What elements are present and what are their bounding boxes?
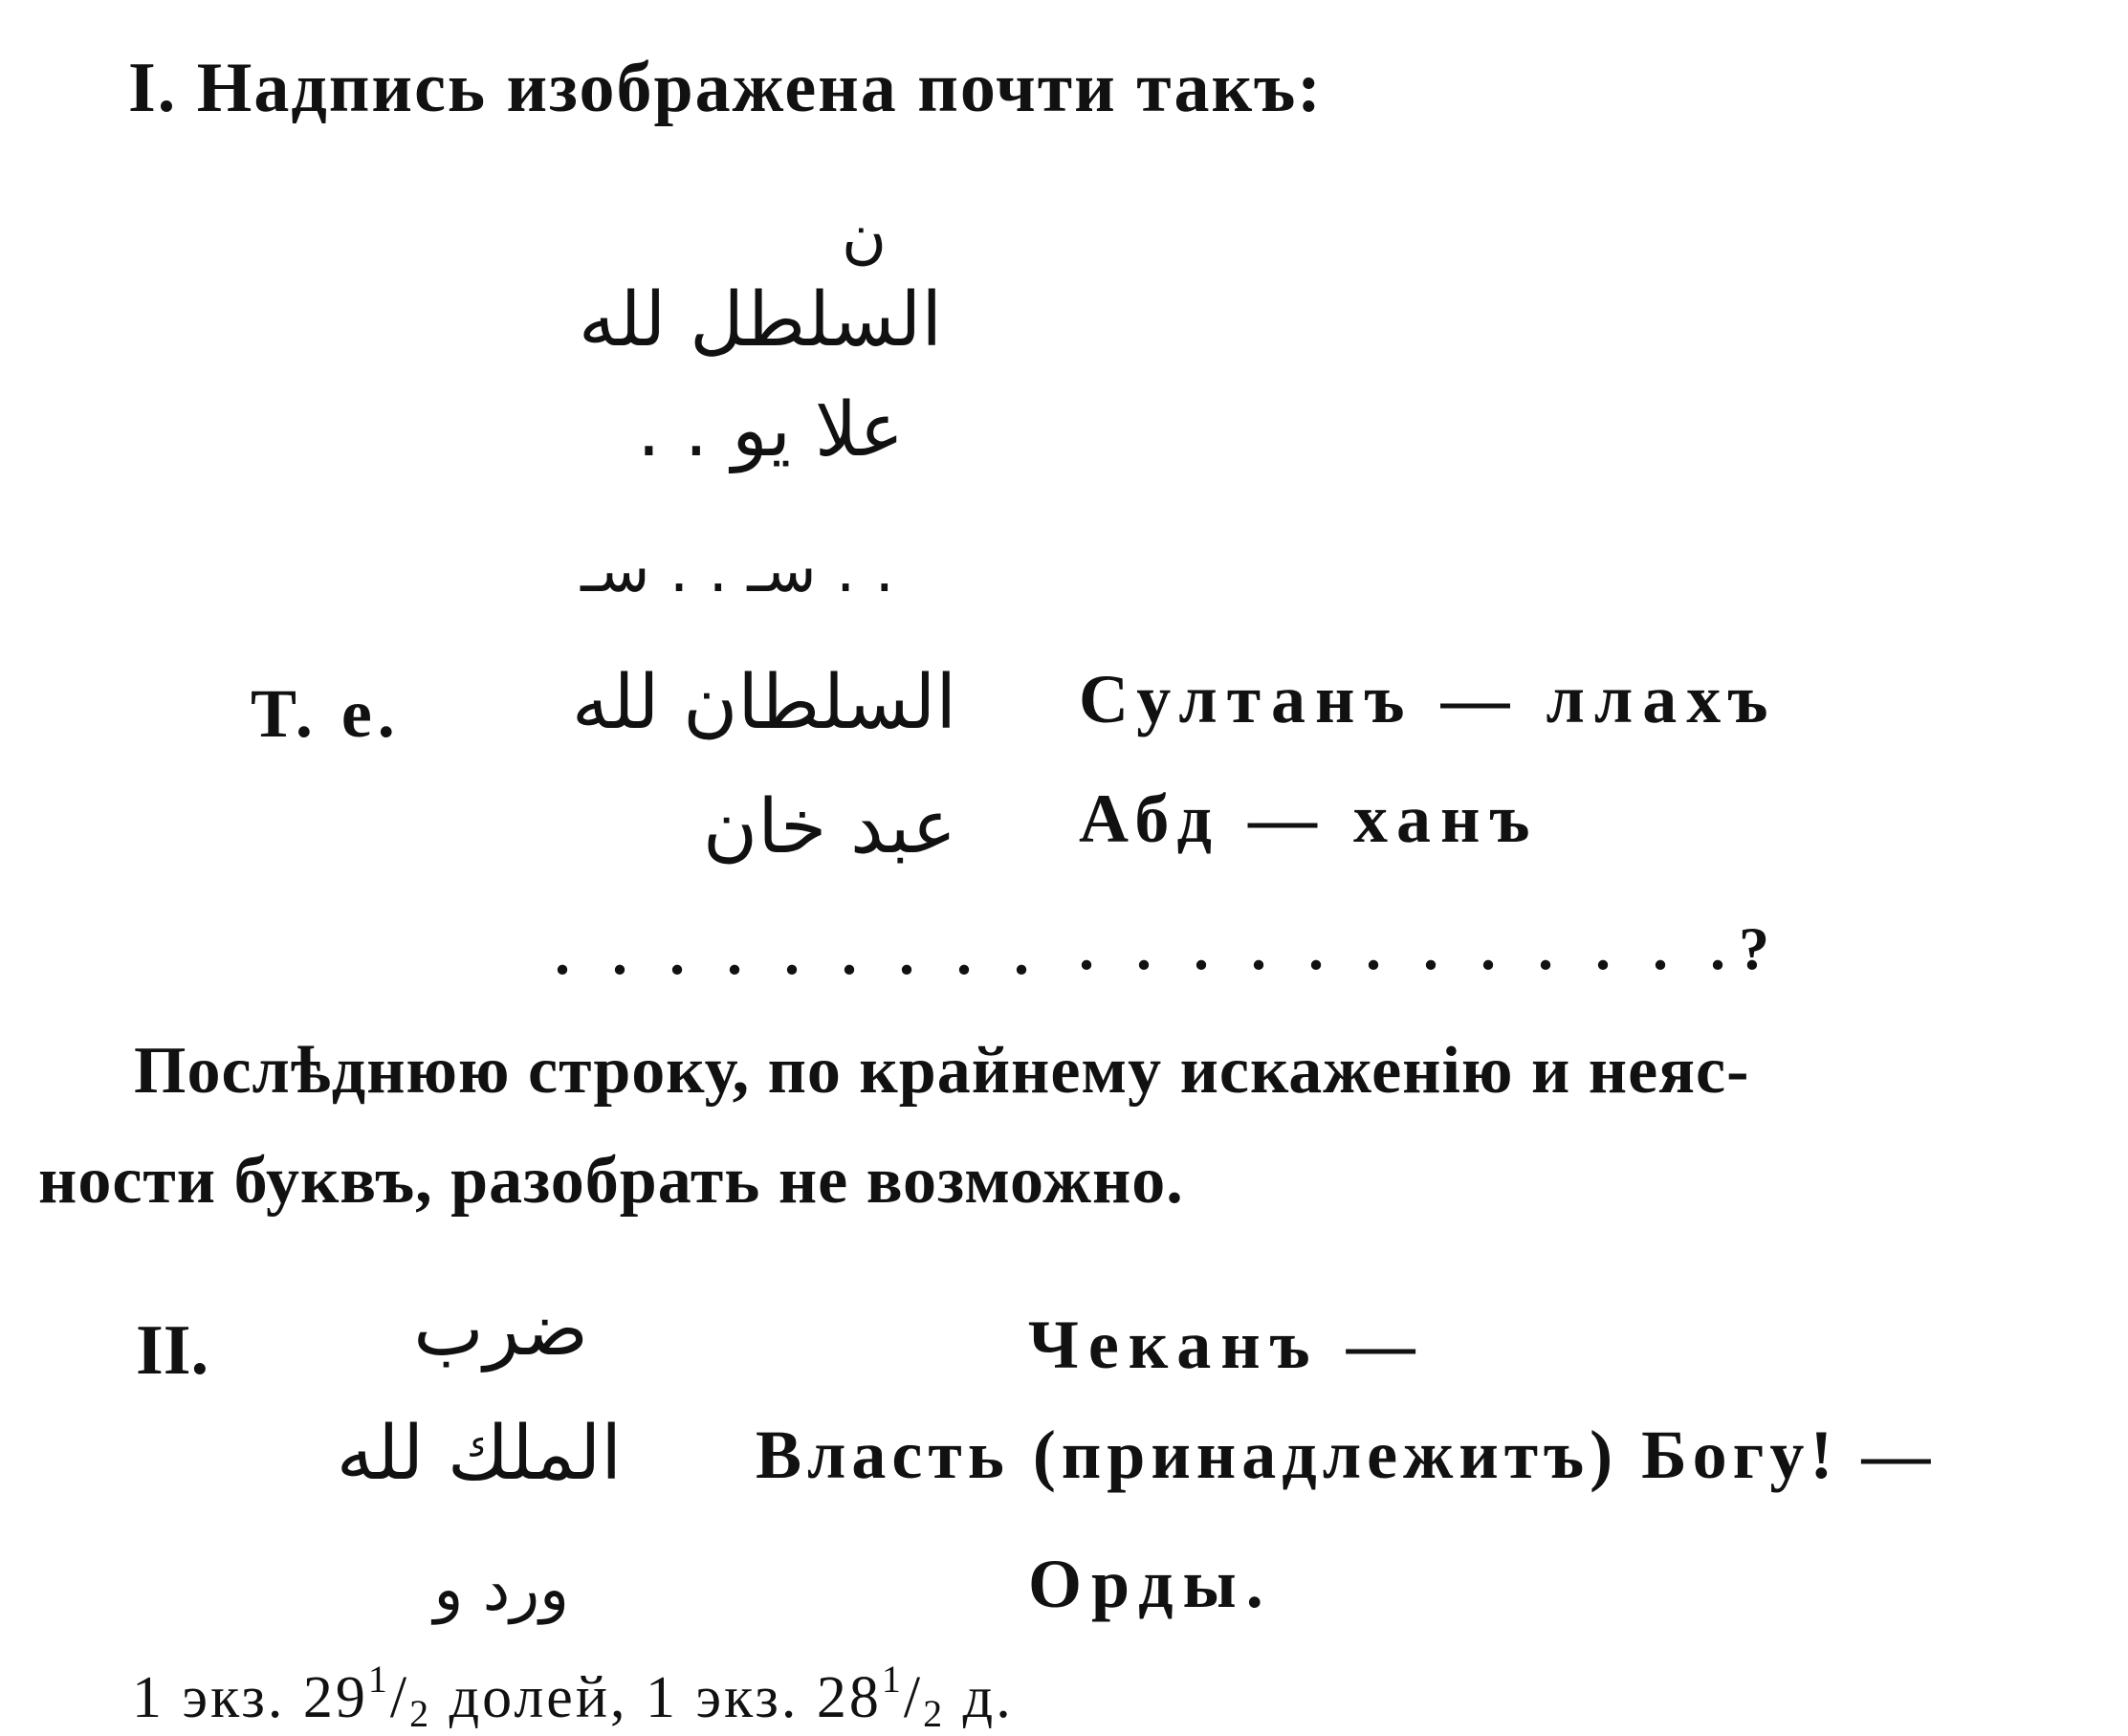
section-2-arabic-line-2: الملك لله	[336, 1411, 622, 1497]
russian-reading-line-1: Султанъ — ллахъ	[1079, 661, 1778, 737]
inscription-line-2: السلطل لله	[578, 277, 942, 363]
russian-reading-line-3: . . . . . . . . . . . .?	[1079, 914, 1783, 982]
section-2-numeral: II.	[136, 1311, 209, 1390]
section-2-russian-line-1: Чеканъ —	[1028, 1307, 1425, 1383]
section-2-russian-line-3: Орды.	[1028, 1546, 1273, 1622]
paragraph-line-1: Послѣднюю строку, по крайнему искаженію и неяс-	[134, 1034, 1750, 1108]
arabic-reading-line-3: . . . . . . . . .	[555, 919, 1042, 987]
inscription-line-4: . . سـ . . سـ	[581, 536, 894, 606]
paragraph-line-2: ности буквъ, разобрать не возможно.	[38, 1144, 1184, 1218]
footer-frac-1-num: 1	[367, 1658, 390, 1701]
section-1-heading: I. Надпись изображена почти такъ:	[128, 49, 1323, 127]
footer-part-3: д.	[945, 1665, 1014, 1730]
footer-frac-2-num: 1	[881, 1658, 904, 1701]
section-2-russian-line-2: Власть (принадлежитъ) Богу! —	[756, 1417, 1937, 1493]
section-2-arabic-line-1: ضرب	[413, 1286, 588, 1373]
inscription-line-3: علا يو . .	[636, 387, 904, 473]
footer-weights: 1 экз. $29^1/_2$ долей, 1 экз. $28^1/_2$ д.	[132, 1658, 1014, 1735]
footer-frac-2-den: 2	[923, 1692, 946, 1735]
inscription-line-1: ن	[842, 201, 887, 272]
footer-part-1: 1 экз. 29	[132, 1665, 368, 1730]
arabic-reading-line-1: السلطان لله	[571, 660, 956, 746]
translit-label: Т. е.	[251, 675, 401, 752]
russian-reading-line-2: Абд — ханъ	[1079, 780, 1540, 857]
section-2-arabic-line-3: ورد و	[433, 1554, 569, 1625]
footer-frac-1-den: 2	[409, 1692, 432, 1735]
footer-part-2: долей, 1 экз. 28	[431, 1665, 882, 1730]
arabic-reading-line-2: عبد خان	[702, 784, 956, 870]
